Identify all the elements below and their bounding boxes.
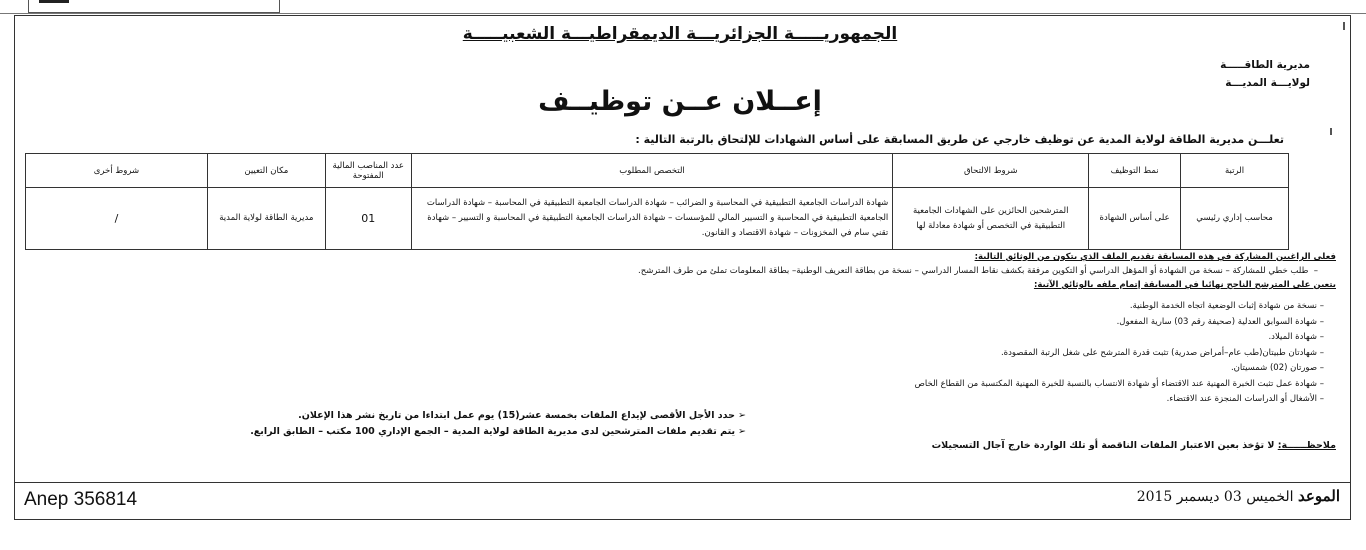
list-item: – شهادة الميلاد.	[915, 330, 1324, 346]
list-item: – الأشغال أو الدراسات المنجزة عند الاقتضاء.	[915, 392, 1324, 408]
cell-conditions: المترشحين الحائزين على الشهادات الجامعية التطبيقية في التخصص أو شهادة معادلة لها	[893, 188, 1089, 250]
list-item: – شهادة السوابق العدلية (صحيفة رقم 03) سارية المفعول.	[915, 315, 1324, 331]
top-strip	[0, 0, 1366, 14]
organization-block	[1220, 56, 1310, 92]
required-documents-list	[915, 299, 1324, 408]
announcement-title: إعــلان عــن توظيــف	[538, 86, 822, 117]
table-header-row	[26, 154, 1289, 188]
application-intro: فعلى الراغبين المشاركة في هذه المسابقة تقديم الملف الذي يتكون من الوثائق التالية:	[974, 252, 1336, 262]
recruitment-table	[25, 153, 1289, 250]
list-item: – نسخة من شهادة إثبات الوضعية اتجاه الخدمة الوطنية.	[915, 299, 1324, 315]
cell-specialty: شهادة الدراسات الجامعية التطبيقية في المحاسبة و الضرائب – شهادة الدراسات الجامعية التطبيقية في المحاسبة – شهادة الدراسات الجامعية التطبيقية في المحاسبة و التسيير المالي للمؤسسات – شهادة الدراسات الجامعية التطبيقية في المحاسبة و التسيير – شهادة تقني سام في المخزونات – شهادة الاقتصاد و القانون.	[411, 188, 893, 250]
application-item-text: طلب خطي للمشاركة – نسخة من الشهادة أو المؤهل الدراسي أو التكوين مرفقة بكشف نقاط المسار الدراسي – نسخة من بطاقة التعريف الوطنية– بطاقة المعلومات تملئ من طرف المترشح.	[638, 266, 1309, 276]
list-item: – صورتان (02) شمسيتان.	[915, 361, 1324, 377]
cell-posts: 01	[325, 188, 411, 250]
publication-date	[1137, 487, 1340, 505]
header-place: مكان التعيين	[207, 154, 325, 188]
cell-other: /	[26, 188, 208, 250]
cell-mode: على أساس الشهادة	[1089, 188, 1181, 250]
header-other: شروط أخرى	[26, 154, 208, 188]
header-conditions: شروط الالتحاق	[893, 154, 1089, 188]
date-label: الموعد	[1298, 487, 1340, 505]
header-specialty: التخصص المطلوب	[411, 154, 893, 188]
table-row	[26, 188, 1289, 250]
cell-rank: محاسب إداري رئيسي	[1181, 188, 1289, 250]
org-line-2: لولايـــة المديـــة	[1225, 77, 1310, 89]
note-text: لا تؤخذ بعين الاعتبار الملفات الناقصة أو تلك الواردة خارج آجال التسجيلات	[931, 440, 1275, 451]
header-posts: عدد المناصب المالية المفتوحة	[325, 154, 411, 188]
org-line-1: مديرية الطاقـــــة	[1220, 59, 1310, 71]
header-mode: نمط التوظيف	[1089, 154, 1181, 188]
note-block	[932, 440, 1336, 451]
deadline-item: ➢ حدد الأجل الأقصى لإيداع الملفات بخمسة عشر(15) يوم عمل ابتداءا من تاريخ نشر هذا الإعلان.	[250, 408, 746, 424]
scan-speck	[1330, 128, 1332, 135]
header-rank: الرتبة	[1181, 154, 1289, 188]
successful-intro: يتعين على المترشح الناجح نهائيا في المسابقة إتمام ملفه بالوثائق الآتية:	[1033, 280, 1336, 290]
scan-speck	[1343, 22, 1345, 30]
note-label: ملاحظــــــة:	[1277, 440, 1336, 451]
intro-text: تعلـــن مديرية الطاقة لولاية المدية عن توظيف خارجي عن طريق المسابقة على أساس الشهادات للإلتحاق بالرتبة التالية :	[635, 133, 1284, 146]
ink-mark	[39, 0, 69, 3]
list-item: – شهادة عمل تثبت الخبرة المهنية عند الاقتضاء أو شهادة الانتساب بالنسبة للخبرة المهنية المكتسبة من القطاع الخاص	[915, 377, 1324, 393]
list-item: – شهادتان طبيتان(طب عام–أمراض صدرية) تثبت قدرة المترشح على شغل الرتبة المقصودة.	[915, 346, 1324, 362]
deadline-item: ➢ يتم تقديم ملفات المترشحين لدى مديرية الطاقة لولاية المدية – الجمع الإداري 100 مكتب – الطابق الرابع.	[250, 424, 746, 440]
date-value: الخميس 03 ديسمبر 2015	[1136, 489, 1294, 505]
top-strip-cell	[28, 0, 280, 13]
deadline-list	[250, 408, 746, 440]
application-item: – طلب خطي للمشاركة – نسخة من الشهادة أو المؤهل الدراسي أو التكوين مرفقة بكشف نقاط المسار الدراسي – نسخة من بطاقة التعريف الوطنية– بطاقة المعلومات تملئ من طرف المترشح.	[638, 266, 1318, 276]
republic-heading: الجمهوريـــــة الجزائريـــة الديمقراطيـــة الشعبيـــــة	[462, 24, 898, 44]
cell-place: مديرية الطاقة لولاية المدية	[207, 188, 325, 250]
publication-reference: Anep 356814	[24, 489, 138, 510]
